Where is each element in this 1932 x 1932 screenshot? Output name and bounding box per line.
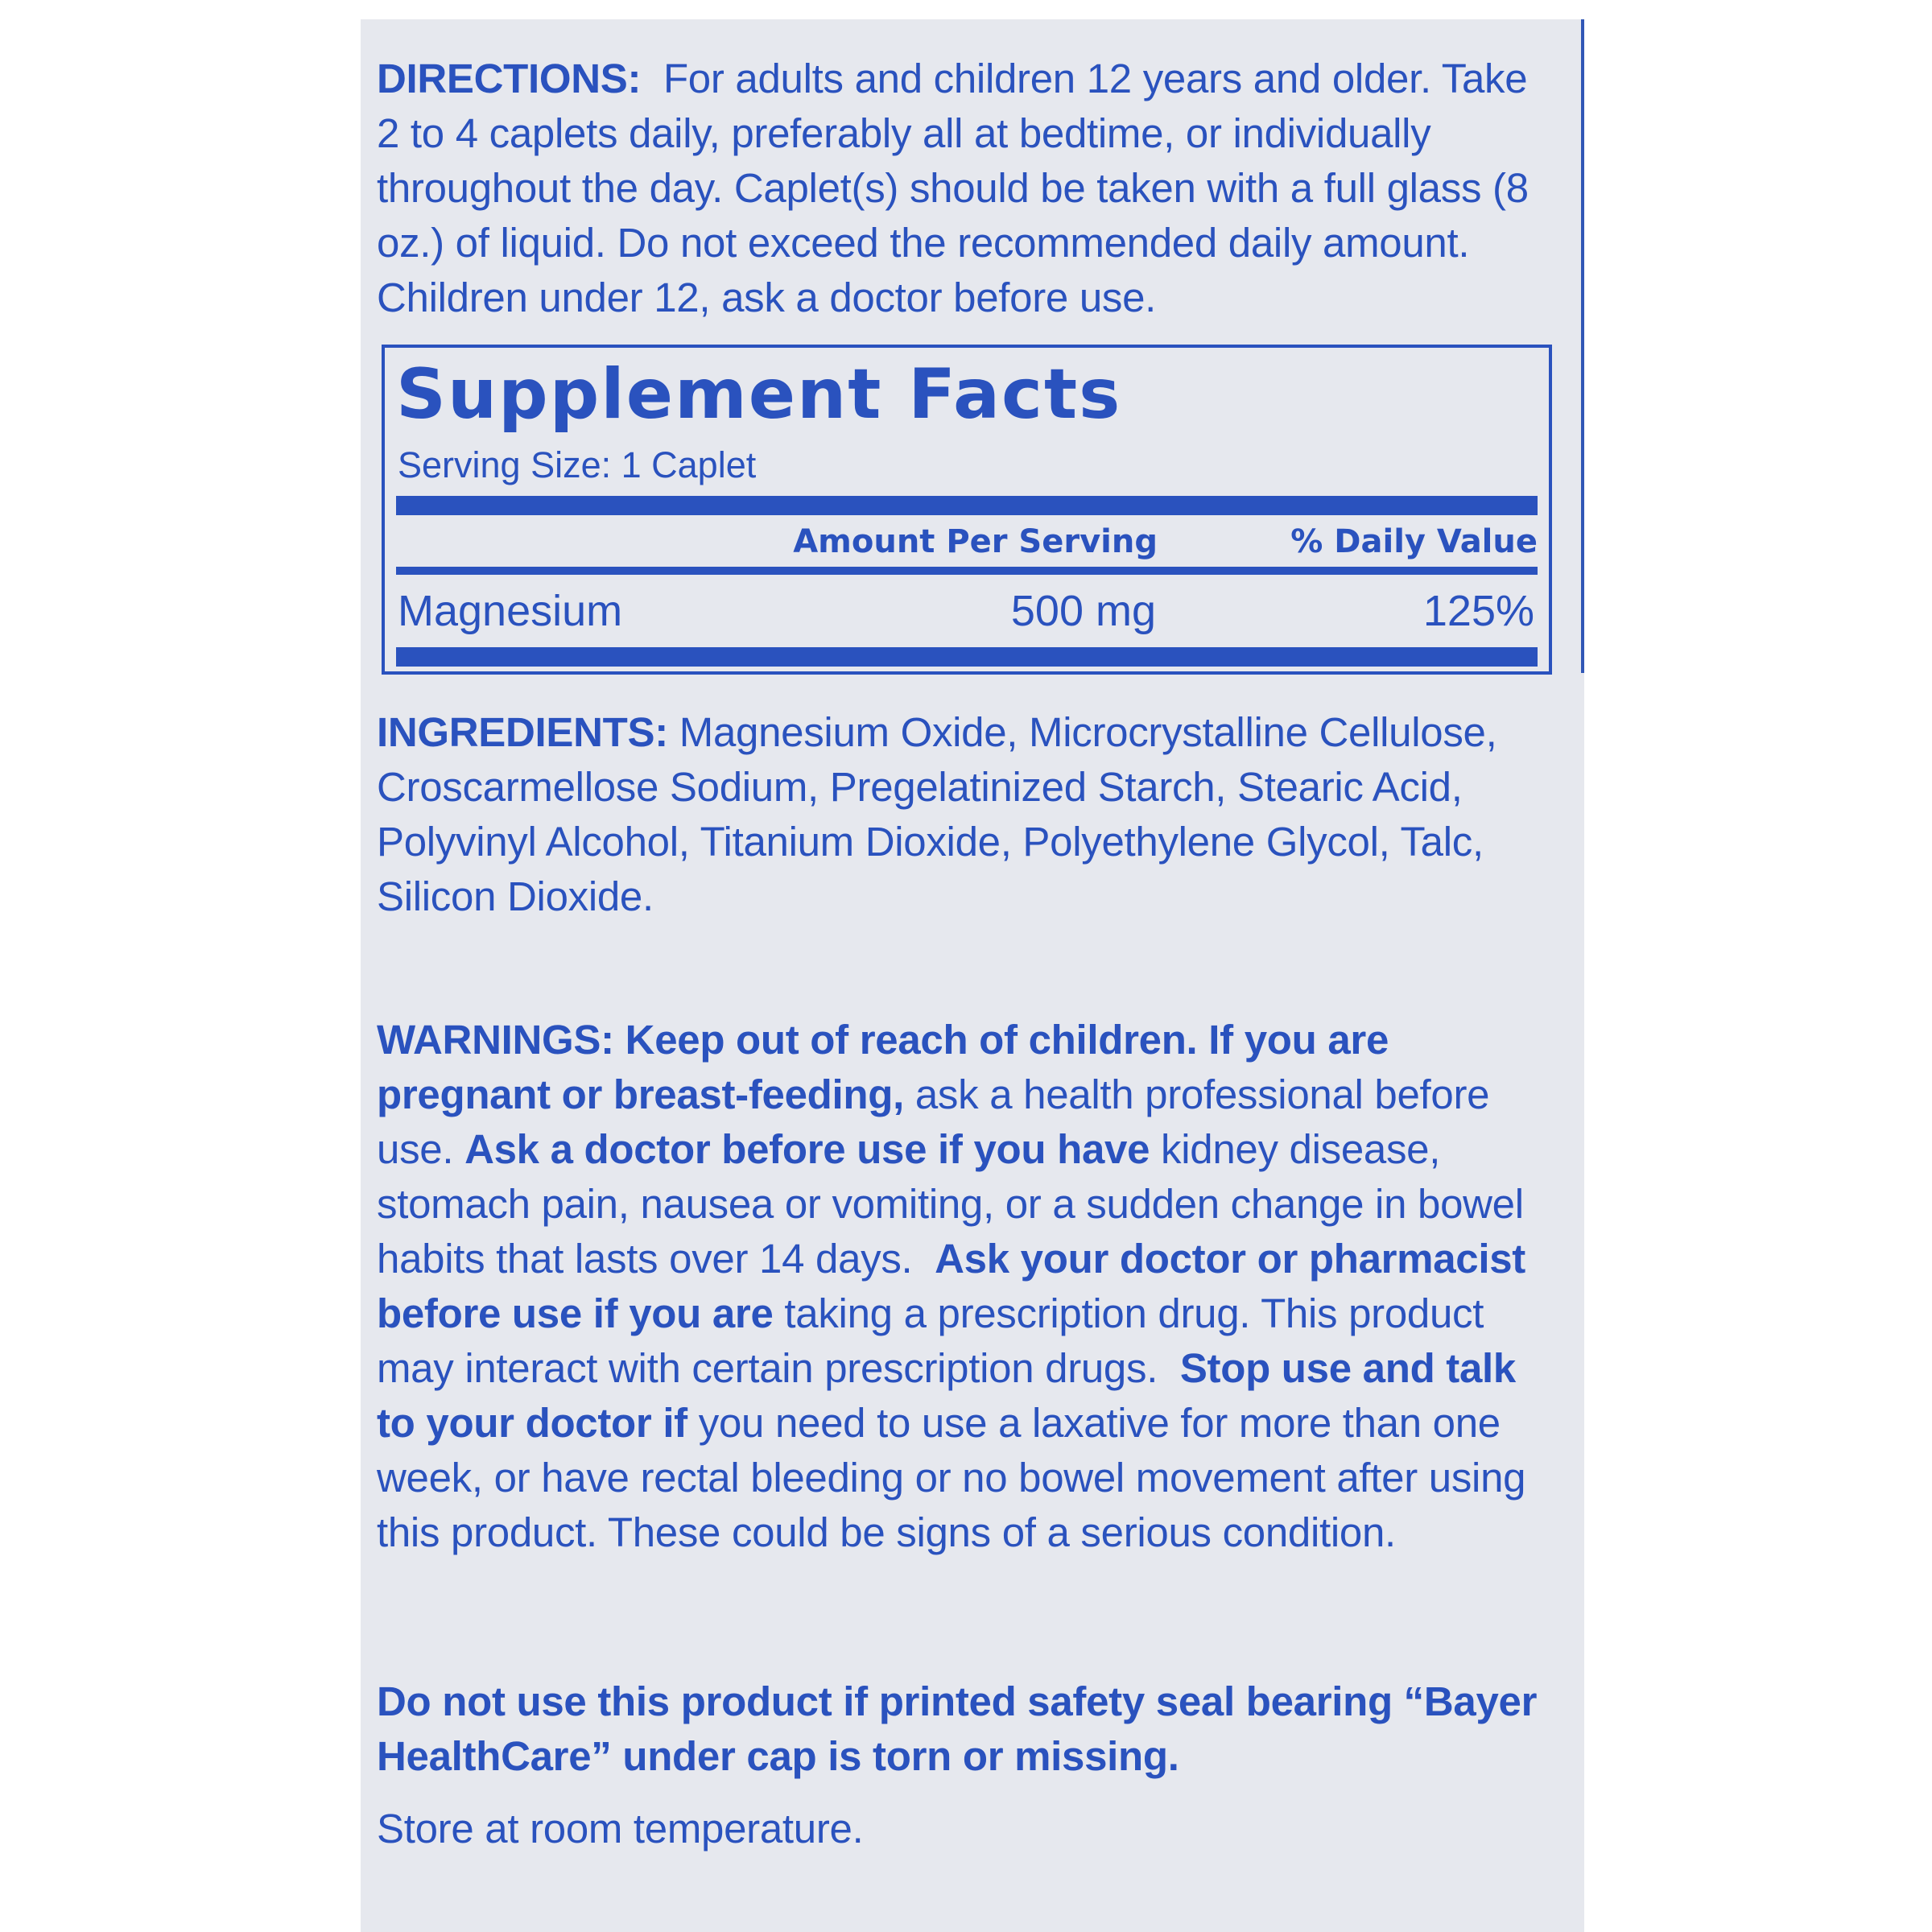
- panel-edge-line: [1581, 19, 1584, 673]
- supplement-facts-title: Supplement Facts: [396, 354, 1122, 435]
- warnings-bold-stop-use: Stop use and talk to your doctor if: [377, 1345, 1516, 1446]
- directions-heading: DIRECTIONS:: [377, 56, 642, 101]
- warnings-bold-ask-doctor: Ask a doctor before use if you have: [464, 1126, 1150, 1172]
- facts-divider-thick: [396, 496, 1538, 515]
- ingredients-heading: INGREDIENTS:: [377, 709, 668, 755]
- directions-section: [377, 52, 1560, 325]
- directions-text: For adults and children 12 years and older. Take 2 to 4 caplets daily, preferably all at bedtime, or individually throughout the day. Caplet(s) should be taken with a full glass (8 oz.) of liquid. Do not exceed the recommended daily amount. Children under 12, ask a doctor before use.: [377, 56, 1529, 320]
- ingredients-section: [377, 705, 1560, 924]
- storage-instructions: Store at room temperature.: [377, 1806, 864, 1852]
- warnings-section: [377, 1013, 1560, 1560]
- warnings-bold-children: Keep out of reach of children. If you are pregnant or breast-feeding,: [377, 1017, 1389, 1117]
- ingredients-text: Magnesium Oxide, Microcrystalline Cellulose, Croscarmellose Sodium, Pregelatinized Starch, Stearic Acid, Polyvinyl Alcohol, Titanium Dioxide, Polyethylene Glycol, Talc, Silicon Dioxide.: [377, 709, 1497, 919]
- nutrient-name: Magnesium: [398, 587, 623, 635]
- supplement-facts-box: [382, 345, 1552, 675]
- warnings-text-professional: ask a health professional before use.: [377, 1071, 1490, 1172]
- header-daily-value: % Daily Value: [1290, 523, 1538, 560]
- safety-seal-notice: Do not use this product if printed safety seal bearing “Bayer HealthCare” under cap is torn or missing.: [377, 1678, 1538, 1779]
- warnings-heading: WARNINGS:: [377, 1017, 614, 1063]
- warnings-text-laxative: you need to use a laxative for more than one week, or have rectal bleeding or no bowel movement after using this product. These could be signs of a serious condition.: [377, 1400, 1526, 1555]
- facts-divider-mid: [396, 567, 1538, 575]
- facts-divider-bottom: [396, 647, 1538, 667]
- warnings-text-conditions: kidney disease, stomach pain, nausea or vomiting, or a sudden change in bowel habits that lasts over 14 days.: [377, 1126, 1524, 1282]
- nutrient-daily-value: 125%: [1422, 587, 1534, 635]
- header-amount-per-serving: Amount Per Serving: [793, 523, 1158, 560]
- serving-size: Serving Size: 1 Caplet: [398, 444, 757, 485]
- nutrient-amount: 500 mg: [1010, 587, 1156, 635]
- warnings-bold-pharmacist: Ask your doctor or pharmacist before use if you are: [377, 1236, 1525, 1336]
- warnings-text-prescription: taking a prescription drug. This product may interact with certain prescription drugs.: [377, 1290, 1484, 1391]
